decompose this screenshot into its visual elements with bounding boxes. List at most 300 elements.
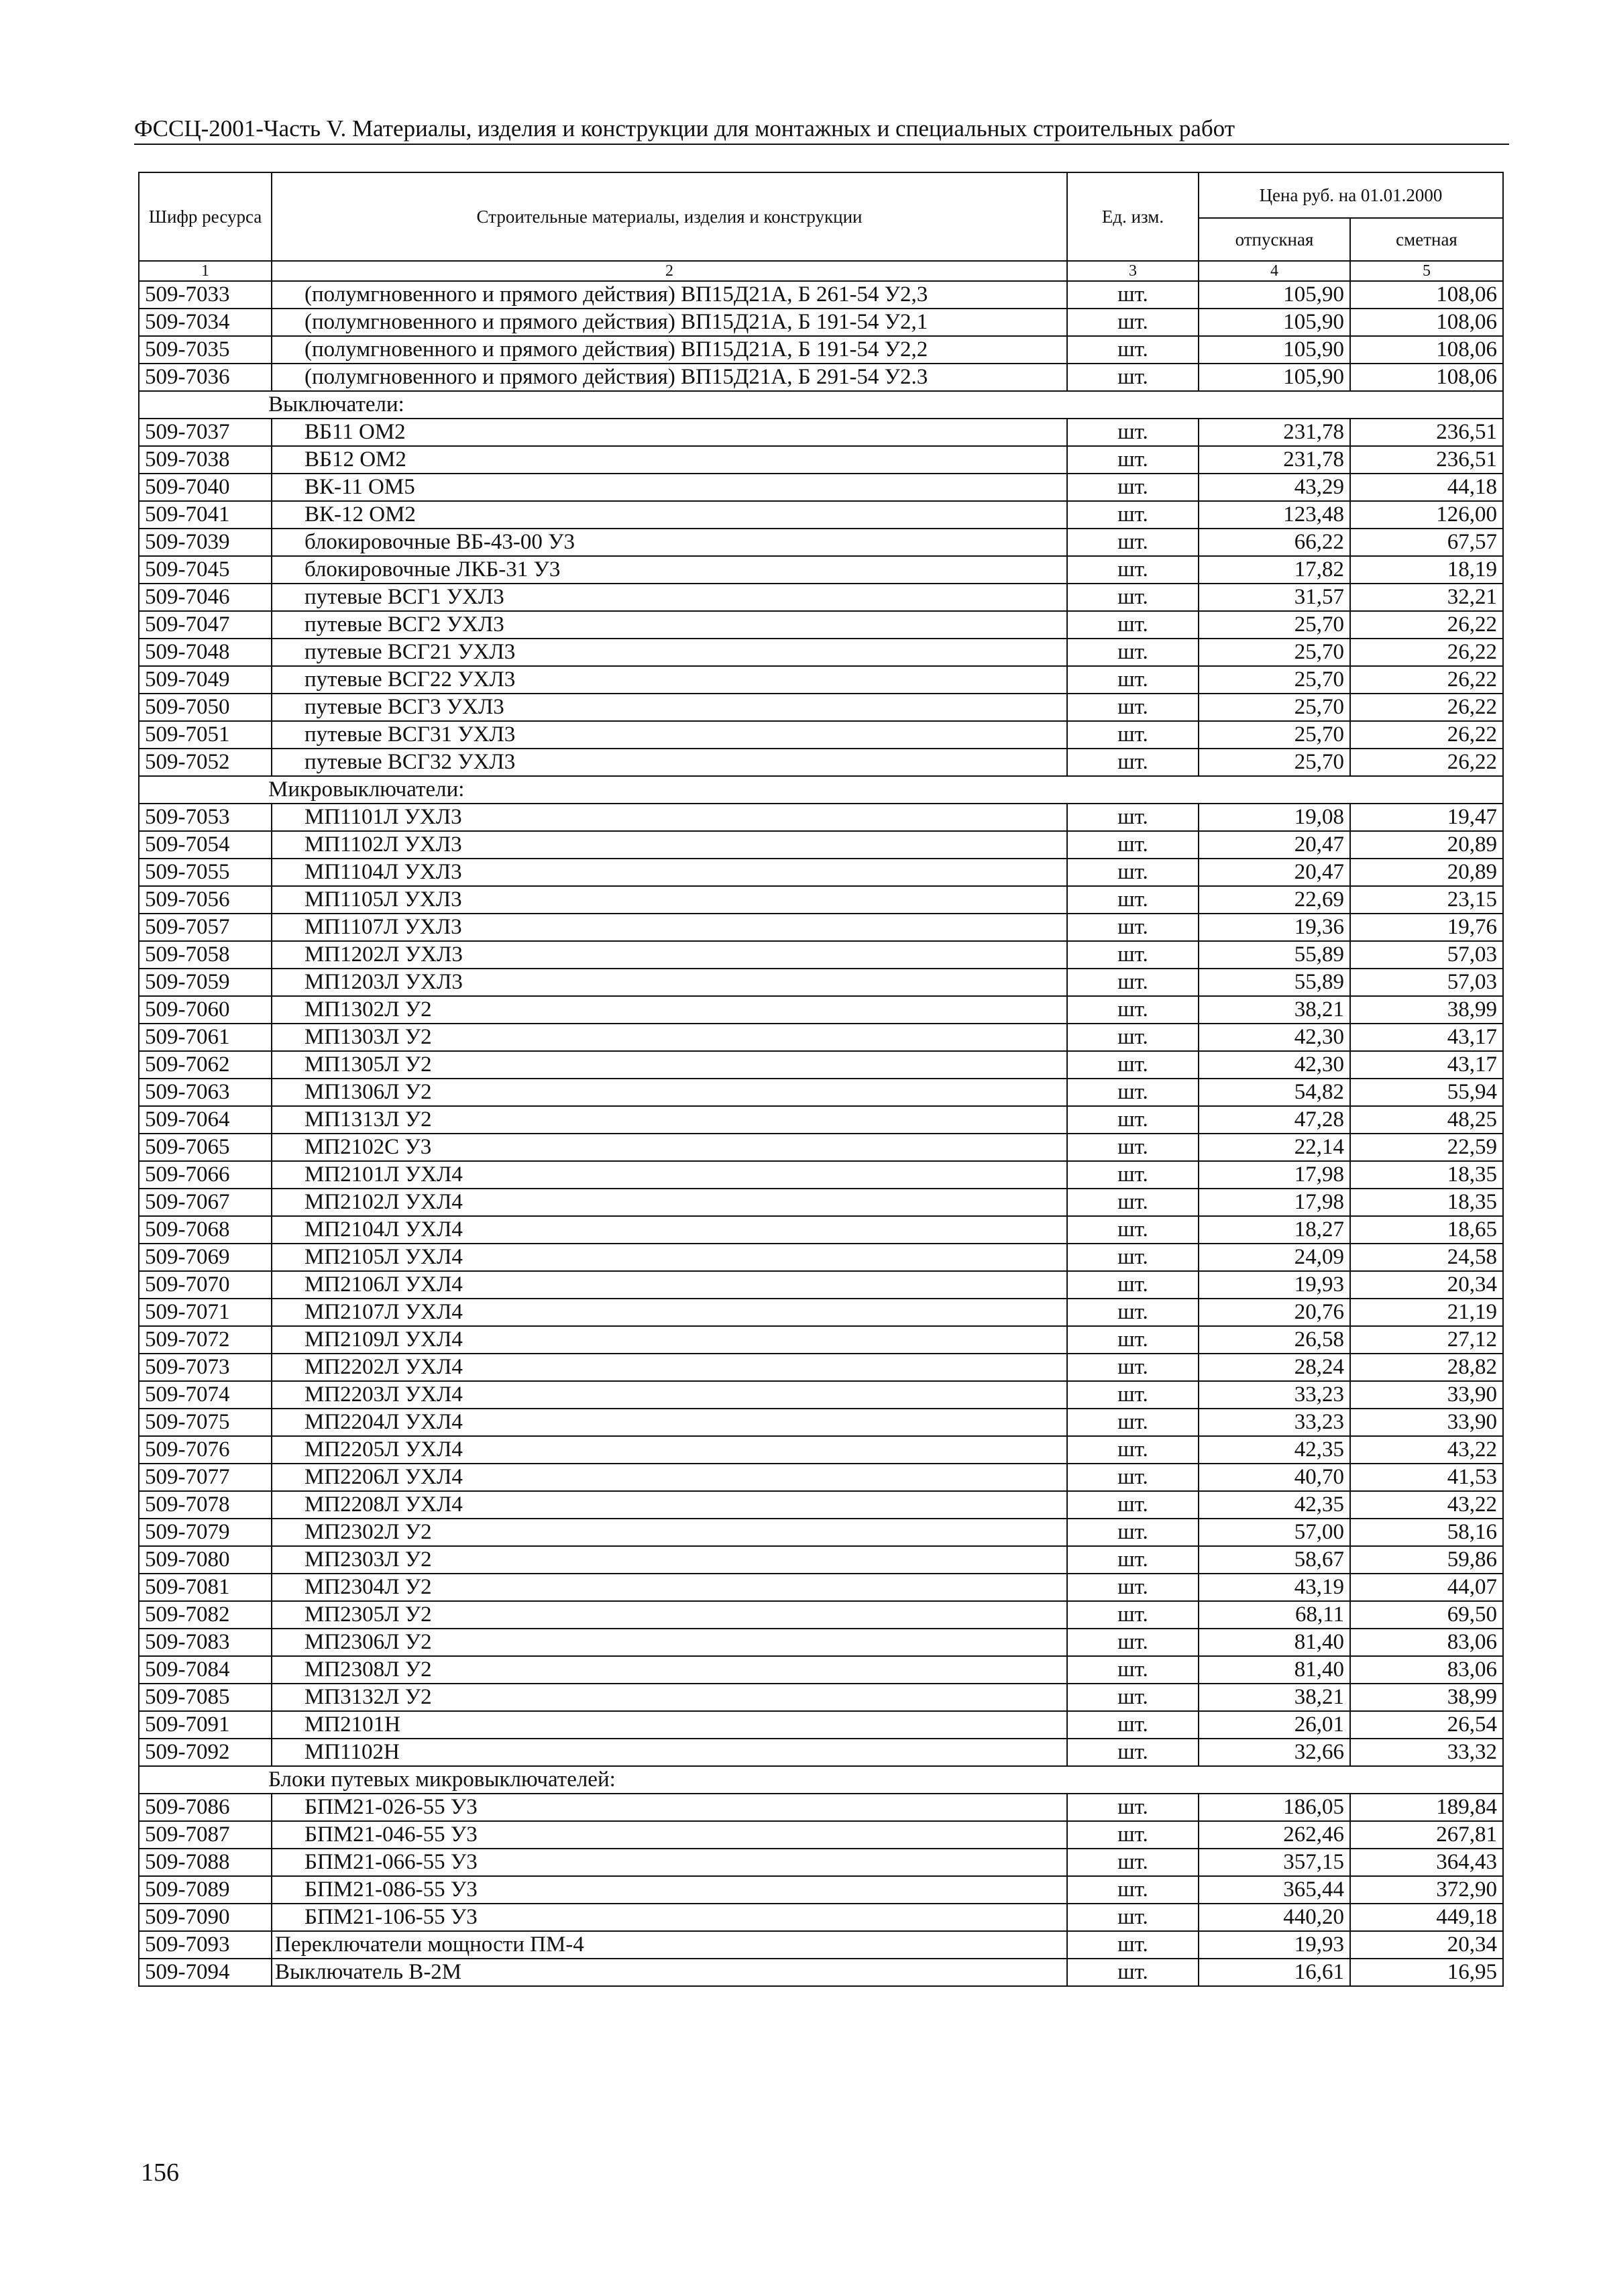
resource-code: 509-7087 <box>139 1821 272 1849</box>
release-price: 38,21 <box>1199 1684 1350 1711</box>
table-row <box>139 336 1503 364</box>
table-row <box>139 1271 1503 1299</box>
release-price: 40,70 <box>1199 1464 1350 1491</box>
table-row <box>139 969 1503 996</box>
resource-code: 509-7068 <box>139 1216 272 1244</box>
estimate-price: 43,22 <box>1350 1436 1503 1464</box>
table-row <box>139 1216 1503 1244</box>
estimate-price: 26,22 <box>1350 639 1503 666</box>
estimate-price: 18,35 <box>1350 1161 1503 1189</box>
estimate-price: 449,18 <box>1350 1904 1503 1931</box>
material-name: МП2204Л УХЛ4 <box>272 1409 1067 1436</box>
table-row <box>139 1821 1503 1849</box>
resource-code: 509-7081 <box>139 1574 272 1601</box>
unit-cell: шт. <box>1067 1931 1199 1959</box>
unit-cell: шт. <box>1067 721 1199 749</box>
release-price: 31,57 <box>1199 584 1350 611</box>
material-name: МП2104Л УХЛ4 <box>272 1216 1067 1244</box>
estimate-price: 19,47 <box>1350 804 1503 831</box>
material-name: МП2202Л УХЛ4 <box>272 1354 1067 1381</box>
table-row <box>139 419 1503 446</box>
estimate-price: 108,06 <box>1350 336 1503 364</box>
unit-cell: шт. <box>1067 831 1199 859</box>
unit-cell: шт. <box>1067 1079 1199 1106</box>
header-price-group: Цена руб. на 01.01.2000 <box>1199 172 1503 218</box>
material-name: МП2203Л УХЛ4 <box>272 1381 1067 1409</box>
header-name: Строительные материалы, изделия и конструкции <box>272 172 1067 261</box>
page-number: 156 <box>141 2158 179 2187</box>
release-price: 123,48 <box>1199 501 1350 529</box>
table-row <box>139 639 1503 666</box>
material-name: МП1203Л УХЛ3 <box>272 969 1067 996</box>
header-unit: Ед. изм. <box>1067 172 1199 261</box>
release-price: 33,23 <box>1199 1381 1350 1409</box>
material-name: путевые ВСГ1 УХЛ3 <box>272 584 1067 611</box>
release-price: 55,89 <box>1199 941 1350 969</box>
table-row <box>139 694 1503 721</box>
resource-code: 509-7074 <box>139 1381 272 1409</box>
unit-cell: шт. <box>1067 1656 1199 1684</box>
material-name: МП1302Л У2 <box>272 996 1067 1024</box>
release-price: 231,78 <box>1199 419 1350 446</box>
resource-code: 509-7069 <box>139 1244 272 1271</box>
material-name: МП2101Н <box>272 1711 1067 1739</box>
estimate-price: 59,86 <box>1350 1546 1503 1574</box>
release-price: 262,46 <box>1199 1821 1350 1849</box>
material-name: МП2101Л УХЛ4 <box>272 1161 1067 1189</box>
estimate-price: 27,12 <box>1350 1326 1503 1354</box>
table-row <box>139 474 1503 501</box>
unit-cell: шт. <box>1067 1436 1199 1464</box>
estimate-price: 21,19 <box>1350 1299 1503 1326</box>
table-row <box>139 1354 1503 1381</box>
estimate-price: 32,21 <box>1350 584 1503 611</box>
unit-cell: шт. <box>1067 1601 1199 1629</box>
table-row <box>139 1244 1503 1271</box>
column-numbers-row <box>139 261 1503 281</box>
table-row <box>139 1629 1503 1656</box>
estimate-price: 108,06 <box>1350 309 1503 336</box>
estimate-price: 28,82 <box>1350 1354 1503 1381</box>
material-name: путевые ВСГ22 УХЛ3 <box>272 666 1067 694</box>
estimate-price: 26,22 <box>1350 694 1503 721</box>
estimate-price: 19,76 <box>1350 914 1503 941</box>
page-header: ФССЦ-2001-Часть V. Материалы, изделия и конструкции для монтажных и специальных строительных работ <box>134 115 1509 145</box>
release-price: 28,24 <box>1199 1354 1350 1381</box>
release-price: 105,90 <box>1199 309 1350 336</box>
table-row <box>139 1464 1503 1491</box>
release-price: 25,70 <box>1199 611 1350 639</box>
table-row <box>139 1931 1503 1959</box>
table-row <box>139 1959 1503 1986</box>
material-name: МП2208Л УХЛ4 <box>272 1491 1067 1519</box>
unit-cell: шт. <box>1067 556 1199 584</box>
release-price: 43,29 <box>1199 474 1350 501</box>
resource-code: 509-7053 <box>139 804 272 831</box>
resource-code: 509-7072 <box>139 1326 272 1354</box>
estimate-price: 126,00 <box>1350 501 1503 529</box>
unit-cell: шт. <box>1067 1876 1199 1904</box>
resource-code: 509-7089 <box>139 1876 272 1904</box>
resource-code: 509-7063 <box>139 1079 272 1106</box>
release-price: 42,30 <box>1199 1024 1350 1051</box>
material-name: МП2109Л УХЛ4 <box>272 1326 1067 1354</box>
estimate-price: 20,34 <box>1350 1931 1503 1959</box>
table-row <box>139 666 1503 694</box>
release-price: 105,90 <box>1199 336 1350 364</box>
estimate-price: 23,15 <box>1350 886 1503 914</box>
table-row <box>139 1794 1503 1821</box>
unit-cell: шт. <box>1067 1491 1199 1519</box>
release-price: 66,22 <box>1199 529 1350 556</box>
material-name: ВК-12 ОМ2 <box>272 501 1067 529</box>
material-name: МП2106Л УХЛ4 <box>272 1271 1067 1299</box>
section-title: Микровыключатели: <box>139 776 1503 804</box>
resource-code: 509-7060 <box>139 996 272 1024</box>
table-row <box>139 1051 1503 1079</box>
unit-cell: шт. <box>1067 501 1199 529</box>
resource-code: 509-7037 <box>139 419 272 446</box>
material-name: БПМ21-066-55 У3 <box>272 1849 1067 1876</box>
material-name: МП1101Л УХЛ3 <box>272 804 1067 831</box>
resource-code: 509-7088 <box>139 1849 272 1876</box>
release-price: 186,05 <box>1199 1794 1350 1821</box>
release-price: 57,00 <box>1199 1519 1350 1546</box>
release-price: 440,20 <box>1199 1904 1350 1931</box>
table-row <box>139 1326 1503 1354</box>
release-price: 68,11 <box>1199 1601 1350 1629</box>
table-row <box>139 1904 1503 1931</box>
material-name: (полумгновенного и прямого действия) ВП15Д21А, Б 191-54 У2,2 <box>272 336 1067 364</box>
table-row <box>139 446 1503 474</box>
release-price: 25,70 <box>1199 666 1350 694</box>
material-name: МП1104Л УХЛ3 <box>272 859 1067 886</box>
unit-cell: шт. <box>1067 1739 1199 1766</box>
header-estimate-price: сметная <box>1350 218 1503 261</box>
material-name: БПМ21-046-55 У3 <box>272 1821 1067 1849</box>
estimate-price: 43,17 <box>1350 1024 1503 1051</box>
material-name: МП2206Л УХЛ4 <box>272 1464 1067 1491</box>
table-row <box>139 1546 1503 1574</box>
release-price: 38,21 <box>1199 996 1350 1024</box>
table-row <box>139 1161 1503 1189</box>
resource-code: 509-7080 <box>139 1546 272 1574</box>
estimate-price: 58,16 <box>1350 1519 1503 1546</box>
material-name: МП1102Н <box>272 1739 1067 1766</box>
table-row <box>139 1299 1503 1326</box>
unit-cell: шт. <box>1067 1546 1199 1574</box>
table-row <box>139 1491 1503 1519</box>
estimate-price: 22,59 <box>1350 1134 1503 1161</box>
table-row <box>139 1849 1503 1876</box>
resource-code: 509-7083 <box>139 1629 272 1656</box>
section-title: Блоки путевых микровыключателей: <box>139 1766 1503 1794</box>
estimate-price: 108,06 <box>1350 281 1503 309</box>
unit-cell: шт. <box>1067 1051 1199 1079</box>
unit-cell: шт. <box>1067 859 1199 886</box>
unit-cell: шт. <box>1067 1629 1199 1656</box>
release-price: 55,89 <box>1199 969 1350 996</box>
table-row <box>139 1409 1503 1436</box>
unit-cell: шт. <box>1067 969 1199 996</box>
unit-cell: шт. <box>1067 1271 1199 1299</box>
material-name: (полумгновенного и прямого действия) ВП15Д21А, Б 291-54 У2.3 <box>272 364 1067 391</box>
resource-code: 509-7062 <box>139 1051 272 1079</box>
resource-code: 509-7084 <box>139 1656 272 1684</box>
release-price: 26,01 <box>1199 1711 1350 1739</box>
resource-code: 509-7065 <box>139 1134 272 1161</box>
material-name: (полумгновенного и прямого действия) ВП15Д21А, Б 261-54 У2,3 <box>272 281 1067 309</box>
table-row <box>139 804 1503 831</box>
release-price: 25,70 <box>1199 749 1350 776</box>
estimate-price: 43,17 <box>1350 1051 1503 1079</box>
estimate-price: 67,57 <box>1350 529 1503 556</box>
estimate-price: 372,90 <box>1350 1876 1503 1904</box>
estimate-price: 38,99 <box>1350 1684 1503 1711</box>
estimate-price: 33,32 <box>1350 1739 1503 1766</box>
table-row <box>139 529 1503 556</box>
material-name: МП2102С У3 <box>272 1134 1067 1161</box>
release-price: 357,15 <box>1199 1849 1350 1876</box>
release-price: 17,98 <box>1199 1189 1350 1216</box>
table-body <box>139 281 1503 1986</box>
release-price: 43,19 <box>1199 1574 1350 1601</box>
unit-cell: шт. <box>1067 1904 1199 1931</box>
release-price: 365,44 <box>1199 1876 1350 1904</box>
unit-cell: шт. <box>1067 1189 1199 1216</box>
material-name: МП2304Л У2 <box>272 1574 1067 1601</box>
estimate-price: 26,22 <box>1350 666 1503 694</box>
estimate-price: 236,51 <box>1350 419 1503 446</box>
material-name: МП2306Л У2 <box>272 1629 1067 1656</box>
material-name: МП3132Л У2 <box>272 1684 1067 1711</box>
resource-code: 509-7033 <box>139 281 272 309</box>
column-number: 1 <box>139 261 272 281</box>
table-row <box>139 1134 1503 1161</box>
table-row <box>139 611 1503 639</box>
material-name: МП1107Л УХЛ3 <box>272 914 1067 941</box>
estimate-price: 33,90 <box>1350 1409 1503 1436</box>
estimate-price: 41,53 <box>1350 1464 1503 1491</box>
release-price: 54,82 <box>1199 1079 1350 1106</box>
unit-cell: шт. <box>1067 1024 1199 1051</box>
resource-code: 509-7090 <box>139 1904 272 1931</box>
table-row <box>139 309 1503 336</box>
resource-code: 509-7061 <box>139 1024 272 1051</box>
table-row <box>139 556 1503 584</box>
resource-code: 509-7067 <box>139 1189 272 1216</box>
material-name: МП2205Л УХЛ4 <box>272 1436 1067 1464</box>
material-name: путевые ВСГ32 УХЛ3 <box>272 749 1067 776</box>
column-number: 2 <box>272 261 1067 281</box>
resource-code: 509-7052 <box>139 749 272 776</box>
unit-cell: шт. <box>1067 941 1199 969</box>
release-price: 81,40 <box>1199 1656 1350 1684</box>
release-price: 33,23 <box>1199 1409 1350 1436</box>
estimate-price: 26,22 <box>1350 721 1503 749</box>
material-name: ВК-11 ОМ5 <box>272 474 1067 501</box>
release-price: 231,78 <box>1199 446 1350 474</box>
unit-cell: шт. <box>1067 1244 1199 1271</box>
section-row <box>139 1766 1503 1794</box>
material-name: МП2302Л У2 <box>272 1519 1067 1546</box>
resource-code: 509-7055 <box>139 859 272 886</box>
material-name: Выключатель В-2М <box>272 1959 1067 1986</box>
resource-code: 509-7082 <box>139 1601 272 1629</box>
table-row <box>139 1106 1503 1134</box>
material-name: МП1202Л УХЛ3 <box>272 941 1067 969</box>
material-name: МП1105Л УХЛ3 <box>272 886 1067 914</box>
unit-cell: шт. <box>1067 309 1199 336</box>
estimate-price: 189,84 <box>1350 1794 1503 1821</box>
resource-code: 509-7054 <box>139 831 272 859</box>
estimate-price: 26,54 <box>1350 1711 1503 1739</box>
resource-code: 509-7045 <box>139 556 272 584</box>
table-row <box>139 1876 1503 1904</box>
unit-cell: шт. <box>1067 639 1199 666</box>
release-price: 42,35 <box>1199 1436 1350 1464</box>
material-name: БПМ21-086-55 У3 <box>272 1876 1067 1904</box>
unit-cell: шт. <box>1067 1299 1199 1326</box>
material-name: МП2303Л У2 <box>272 1546 1067 1574</box>
material-name: БПМ21-106-55 У3 <box>272 1904 1067 1931</box>
unit-cell: шт. <box>1067 336 1199 364</box>
table-row <box>139 1684 1503 1711</box>
unit-cell: шт. <box>1067 804 1199 831</box>
resource-code: 509-7079 <box>139 1519 272 1546</box>
table-row <box>139 1574 1503 1601</box>
table-row <box>139 501 1503 529</box>
table-row <box>139 996 1503 1024</box>
unit-cell: шт. <box>1067 694 1199 721</box>
column-number: 3 <box>1067 261 1199 281</box>
resource-code: 509-7073 <box>139 1354 272 1381</box>
material-name: (полумгновенного и прямого действия) ВП15Д21А, Б 191-54 У2,1 <box>272 309 1067 336</box>
release-price: 19,93 <box>1199 1271 1350 1299</box>
table-row <box>139 749 1503 776</box>
estimate-price: 38,99 <box>1350 996 1503 1024</box>
release-price: 24,09 <box>1199 1244 1350 1271</box>
resource-code: 509-7038 <box>139 446 272 474</box>
unit-cell: шт. <box>1067 1684 1199 1711</box>
estimate-price: 18,65 <box>1350 1216 1503 1244</box>
resource-code: 509-7093 <box>139 1931 272 1959</box>
table-row <box>139 281 1503 309</box>
resource-code: 509-7077 <box>139 1464 272 1491</box>
resource-code: 509-7091 <box>139 1711 272 1739</box>
table-row <box>139 831 1503 859</box>
resource-code: 509-7034 <box>139 309 272 336</box>
table-row <box>139 1739 1503 1766</box>
release-price: 42,30 <box>1199 1051 1350 1079</box>
resource-code: 509-7070 <box>139 1271 272 1299</box>
table-row <box>139 1519 1503 1546</box>
estimate-price: 20,34 <box>1350 1271 1503 1299</box>
material-name: путевые ВСГ3 УХЛ3 <box>272 694 1067 721</box>
estimate-price: 26,22 <box>1350 749 1503 776</box>
section-title: Выключатели: <box>139 391 1503 419</box>
material-name: МП1102Л УХЛ3 <box>272 831 1067 859</box>
unit-cell: шт. <box>1067 1409 1199 1436</box>
release-price: 25,70 <box>1199 639 1350 666</box>
material-name: МП2102Л УХЛ4 <box>272 1189 1067 1216</box>
release-price: 47,28 <box>1199 1106 1350 1134</box>
unit-cell: шт. <box>1067 1106 1199 1134</box>
resource-code: 509-7039 <box>139 529 272 556</box>
material-name: МП1313Л У2 <box>272 1106 1067 1134</box>
table-row <box>139 1601 1503 1629</box>
resource-code: 509-7040 <box>139 474 272 501</box>
resource-code: 509-7064 <box>139 1106 272 1134</box>
resource-code: 509-7078 <box>139 1491 272 1519</box>
resource-code: 509-7049 <box>139 666 272 694</box>
unit-cell: шт. <box>1067 1821 1199 1849</box>
table-row <box>139 886 1503 914</box>
unit-cell: шт. <box>1067 1161 1199 1189</box>
resource-code: 509-7058 <box>139 941 272 969</box>
estimate-price: 18,35 <box>1350 1189 1503 1216</box>
unit-cell: шт. <box>1067 529 1199 556</box>
resource-code: 509-7035 <box>139 336 272 364</box>
estimate-price: 236,51 <box>1350 446 1503 474</box>
estimate-price: 20,89 <box>1350 859 1503 886</box>
table-row <box>139 1024 1503 1051</box>
resource-code: 509-7075 <box>139 1409 272 1436</box>
material-name: МП2305Л У2 <box>272 1601 1067 1629</box>
table-row <box>139 1711 1503 1739</box>
estimate-price: 18,19 <box>1350 556 1503 584</box>
release-price: 18,27 <box>1199 1216 1350 1244</box>
release-price: 42,35 <box>1199 1491 1350 1519</box>
resource-code: 509-7086 <box>139 1794 272 1821</box>
resource-code: 509-7051 <box>139 721 272 749</box>
resource-code: 509-7071 <box>139 1299 272 1326</box>
release-price: 105,90 <box>1199 281 1350 309</box>
material-name: блокировочные ВБ-43-00 У3 <box>272 529 1067 556</box>
table-header <box>139 172 1503 281</box>
column-number: 5 <box>1350 261 1503 281</box>
unit-cell: шт. <box>1067 584 1199 611</box>
estimate-price: 69,50 <box>1350 1601 1503 1629</box>
resource-code: 509-7036 <box>139 364 272 391</box>
release-price: 32,66 <box>1199 1739 1350 1766</box>
table-row <box>139 1079 1503 1106</box>
section-row <box>139 391 1503 419</box>
unit-cell: шт. <box>1067 1959 1199 1986</box>
release-price: 17,82 <box>1199 556 1350 584</box>
release-price: 22,14 <box>1199 1134 1350 1161</box>
material-name: Переключатели мощности ПМ-4 <box>272 1931 1067 1959</box>
table-row <box>139 941 1503 969</box>
estimate-price: 57,03 <box>1350 969 1503 996</box>
unit-cell: шт. <box>1067 914 1199 941</box>
estimate-price: 267,81 <box>1350 1821 1503 1849</box>
release-price: 16,61 <box>1199 1959 1350 1986</box>
table-row <box>139 584 1503 611</box>
resource-code: 509-7085 <box>139 1684 272 1711</box>
table-row <box>139 1436 1503 1464</box>
unit-cell: шт. <box>1067 1519 1199 1546</box>
release-price: 20,76 <box>1199 1299 1350 1326</box>
unit-cell: шт. <box>1067 749 1199 776</box>
resource-code: 509-7057 <box>139 914 272 941</box>
column-number: 4 <box>1199 261 1350 281</box>
table-row <box>139 364 1503 391</box>
unit-cell: шт. <box>1067 419 1199 446</box>
release-price: 20,47 <box>1199 831 1350 859</box>
section-row <box>139 776 1503 804</box>
estimate-price: 24,58 <box>1350 1244 1503 1271</box>
